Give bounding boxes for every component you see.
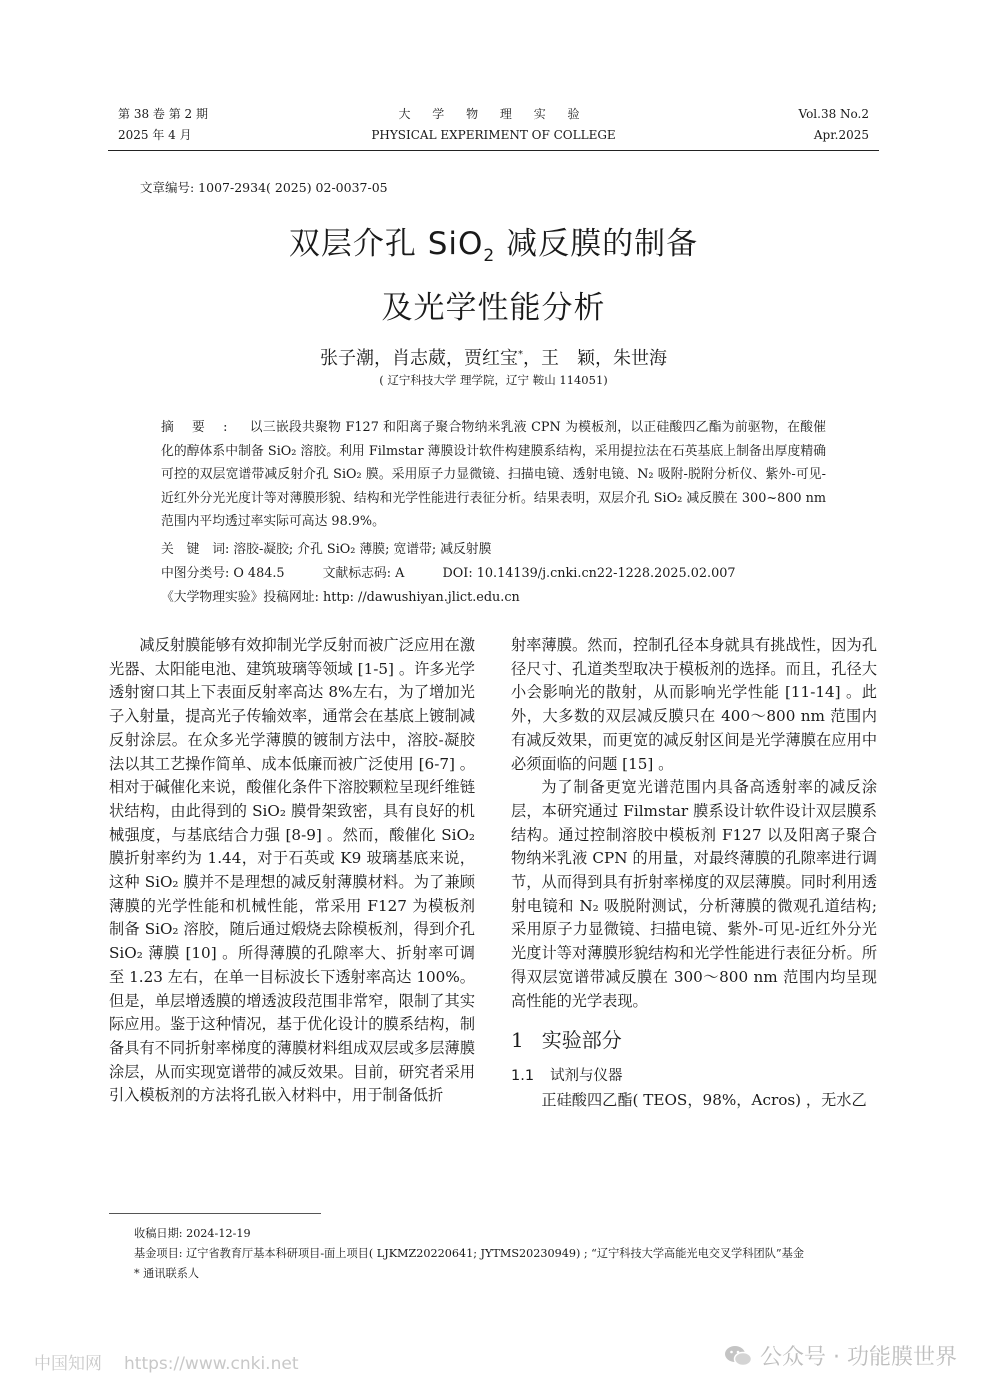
keywords-text: 溶胶-凝胶; 介孔 SiO₂ 薄膜; 宽谱带; 减反射膜 — [233, 542, 492, 557]
keywords — [161, 538, 491, 561]
author-list: 张子潮，肖志葳，贾红宝*，王 颖，朱世海 — [320, 348, 667, 369]
section-number: 1 — [511, 1028, 524, 1053]
fund-info: 基金项目: 辽宁省教育厅基本科研项目-面上项目( LJKMZ20220641; JYTMS20230949) ; “辽宁科技大学高能光电交叉学科团队”基金 — [134, 1247, 805, 1260]
keywords-label: 关 键 词: — [161, 542, 230, 557]
body-column-left — [109, 634, 475, 1108]
abstract — [161, 416, 826, 534]
materials-paragraph: 正硅酸四乙酯( TEOS，98%，Acros) ，无水乙 — [541, 1090, 867, 1109]
doc-code-label: 文献标志码: — [322, 566, 392, 581]
clc-label: 中图分类号: — [161, 566, 230, 581]
wechat-icon — [724, 1344, 752, 1368]
journal-name-en: PHYSICAL EXPERIMENT OF COLLEGE — [371, 128, 616, 142]
date-en: Apr.2025 — [813, 128, 869, 142]
abstract-text: 以三嵌段共聚物 F127 和阳离子聚合物纳米乳液 CPN 为模板剂，以正硅酸四乙酯为前驱物，在酸催化的醇体系中制备 SiO₂ 溶胶。利用 Filmstar 薄膜设计软件构建膜系结构，采用提拉法在石英基底上制备出厚度精确可控的双层宽谱带减反射介孔 SiO₂ 膜。采用原子力显微镜、扫描电镜、透射电镜、N₂ 吸附-脱附分析仪、紫外-可见-近红外分光光度计等对薄膜形貌、结构和光学性能进行表征分析。结果表明，双层介孔 SiO₂ 减反膜在 300~800 nm 范围内平均透过率实际可高达 98.9%。 — [161, 420, 826, 529]
wechat-watermark — [724, 1340, 957, 1371]
doc-code-value: A — [395, 566, 405, 581]
subsection-heading-1-1 — [511, 1065, 877, 1089]
journal-name-cn: 大 学 物 理 实 验 — [398, 107, 589, 121]
intro-paragraph-continued: 射率薄膜。然而，控制孔径本身就具有挑战性，因为孔径尺寸、孔道类型取决于模板剂的选择。而且，孔径大小会影响光的散射，从而影响光学性能 [11-14] 。此外，大多数的双层减反膜只在 400～800 nm 范围内有减反效果，而更宽的减反射区间是光学薄膜在应用中必须面临的问题 [15] 。 — [511, 636, 877, 773]
classification-line — [161, 562, 736, 585]
submission-site — [161, 586, 520, 609]
affiliation: ( 辽宁科技大学 理学院，辽宁 鞍山 114051) — [379, 373, 608, 387]
submission-url[interactable]: http: //dawushiyan.jlict.edu.cn — [322, 590, 520, 605]
section-heading-1 — [511, 1029, 877, 1053]
cnki-url: https://www.cnki.net — [124, 1354, 299, 1374]
header-divider — [108, 150, 879, 151]
submission-label: 《大学物理实验》投稿网址: — [161, 590, 319, 605]
body-column-right — [511, 634, 877, 1112]
cnki-name: 中国知网 — [34, 1354, 102, 1374]
title-line-2: 及光学性能分析 — [381, 290, 606, 327]
corresponding-author-note: * 通讯联系人 — [134, 1267, 200, 1280]
doi-label: DOI: — [442, 566, 473, 581]
footnote-divider — [109, 1213, 321, 1214]
abstract-label: 摘要: — [161, 420, 246, 435]
subsection-title: 试剂与仪器 — [550, 1067, 623, 1084]
article-number: 文章编号: 1007-2934( 2025) 02-0037-05 — [140, 180, 388, 195]
subsection-number: 1.1 — [511, 1067, 535, 1084]
title-line-1: 双层介孔 SiO$_2$ 减反膜的制备 — [288, 226, 699, 267]
journal-issue-en — [799, 104, 870, 146]
issue-date: 2025 年 4 月 — [118, 128, 192, 142]
clc-value: O 484.5 — [233, 566, 285, 581]
paper-title — [0, 218, 987, 334]
intro-paragraph-2: 为了制备更宽光谱范围内具备高透射率的减反涂层，本研究通过 Filmstar 膜系设计软件设计双层膜系结构。通过控制溶胶中模板剂 F127 以及阳离子聚合物纳米乳液 CPN 的用量，对最终薄膜的孔隙率进行调节，从而得到具有折射率梯度的双层薄膜。同时利用透射电镜和 N₂ 吸脱附测试，分析薄膜的微观孔道结构; 采用原子力显微镜、扫描电镜、紫外-可见-近红外分光光度计等对薄膜形貌结构和光学性能进行表征分析。所得双层宽谱带减反膜在 300～800 nm 范围内均呈现高性能的光学表现。 — [511, 778, 877, 1010]
received-date: 收稿日期: 2024-12-19 — [134, 1227, 251, 1240]
wechat-account-name: 公众号 · 功能膜世界 — [760, 1345, 957, 1370]
volume-en: Vol.38 No.2 — [798, 107, 869, 121]
section-title: 实验部分 — [541, 1028, 622, 1053]
intro-paragraph-1: 减反射膜能够有效抑制光学反射而被广泛应用在激光器、太阳能电池、建筑玻璃等领域 [1-5] 。许多光学透射窗口其上下表面反射率高达 8%左右，为了增加光子入射量，提高光子传输效率，通常会在基底上镀制减反射涂层。在众多光学薄膜的镀制方法中，溶胶-凝胶法以其工艺操作简单、成本低廉而被广泛使用 [6-7] 。相对于碱催化来说，酸催化条件下溶胶颗粒呈现纤维链状结构，由此得到的 SiO₂ 膜骨架致密，具有良好的机械强度，与基底结合力强 [8-9] 。然而，酸催化 SiO₂ 膜折射率约为 1.44，对于石英或 K9 玻璃基底来说，这种 SiO₂ 膜并不是理想的减反射薄膜材料。为了兼顾薄膜的光学性能和机械性能，常采用 F127 为模板剂制备 SiO₂ 溶胶，随后通过煅烧去除模板剂，得到介孔 SiO₂ 薄膜 [10] 。所得薄膜的孔隙率大、折射率可调至 1.23 左右，在单一目标波长下透射率高达 100%。但是，单层增透膜的增透波段范围非常窄，限制了其实际应用。鉴于这种情况，基于优化设计的膜系结构，制备具有不同折射率梯度的薄膜材料组成双层或多层薄膜涂层，从而实现宽谱带的减反效果。目前，研究者采用引入模板剂的方法将孔嵌入材料中，用于制备低折 — [109, 636, 475, 1105]
corresponding-mark: * — [518, 349, 523, 360]
doi-value[interactable]: 10.14139/j.cnki.cn22-1228.2025.02.007 — [476, 566, 736, 581]
issue-volume: 第 38 卷 第 2 期 — [118, 107, 208, 121]
cnki-watermark — [34, 1349, 320, 1374]
